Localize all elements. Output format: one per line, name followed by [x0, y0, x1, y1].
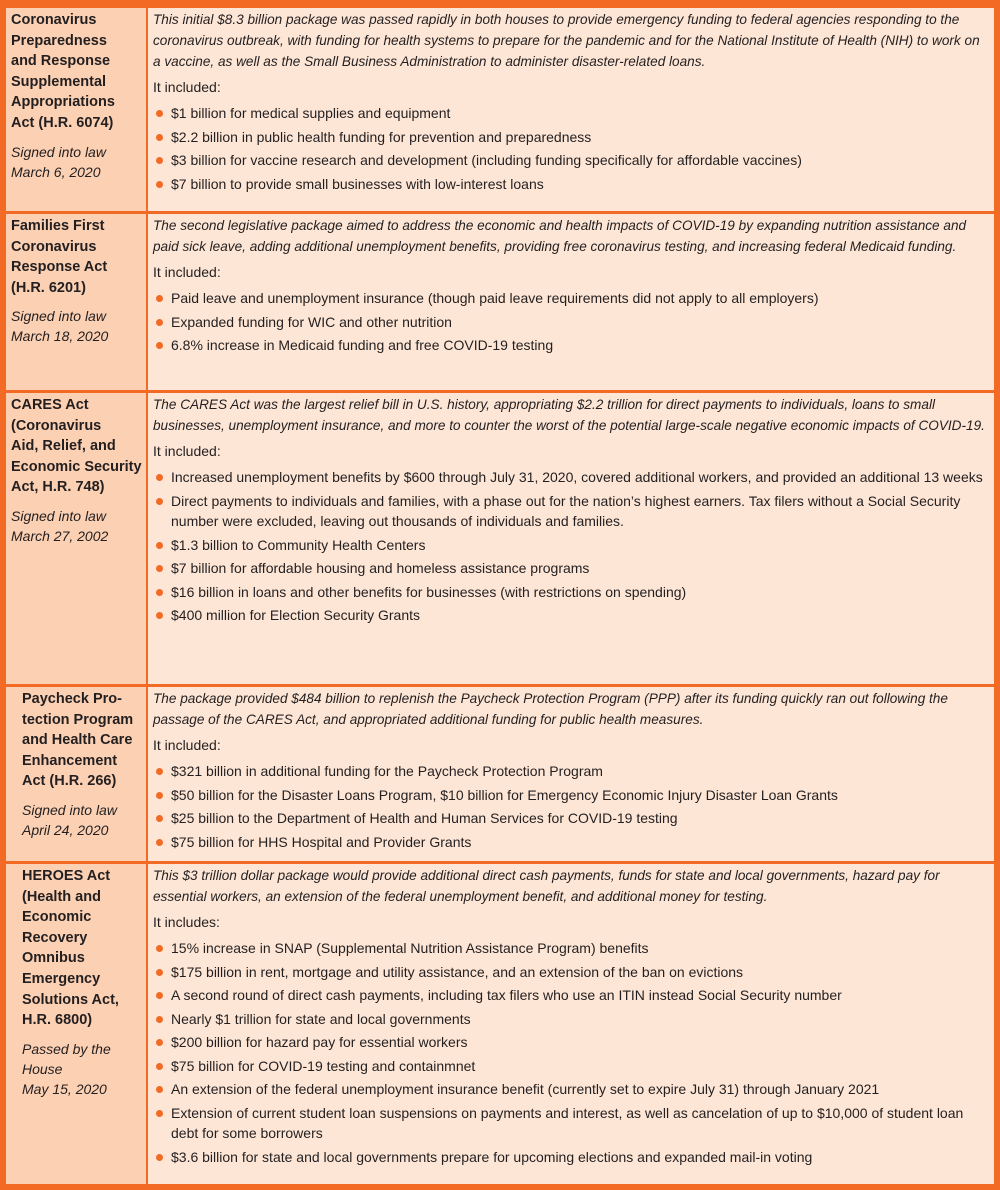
bullet-icon — [156, 319, 163, 326]
bullet-icon — [156, 342, 163, 349]
list-item: $16 billion in loans and other benefits for businesses (with restrictions on spending) — [153, 582, 990, 603]
bullet-icon — [156, 474, 163, 481]
bullet-icon — [156, 768, 163, 775]
bullet-icon — [156, 110, 163, 117]
legislation-table — [6, 8, 994, 1184]
bill-cell — [6, 214, 148, 390]
list-item: $3 billion for vaccine research and development (including funding specifically for affordable vaccines) — [153, 150, 990, 171]
provision-list — [153, 938, 990, 1167]
bill-cell — [6, 864, 148, 1184]
bill-status: Signed into law April 24, 2020 — [22, 801, 117, 838]
bullet-icon — [156, 134, 163, 141]
list-item: $1.3 billion to Community Health Centers — [153, 535, 990, 556]
table-row — [6, 8, 994, 214]
bill-name: Coronavirus Preparedness and Response Supplemental Appropriations Act (H.R. 6074) — [11, 12, 115, 131]
table-row — [6, 393, 994, 687]
bullet-icon — [156, 1086, 163, 1093]
list-item: Nearly $1 trillion for state and local governments — [153, 1009, 990, 1030]
included-label: It includes: — [153, 914, 220, 930]
bill-name: CARES Act (Coronavirus Aid, Relief, and Economic Security Act, H.R. 748) — [11, 397, 142, 496]
bullet-icon — [156, 1063, 163, 1070]
bullet-icon — [156, 157, 163, 164]
summary-cell — [148, 214, 994, 390]
bill-name: Families First Coronavirus Response Act (H.R. 6201) — [11, 218, 108, 296]
bullet-icon — [156, 839, 163, 846]
bullet-icon — [156, 612, 163, 619]
list-item: 6.8% increase in Medicaid funding and free COVID-19 testing — [153, 335, 990, 356]
list-item: 15% increase in SNAP (Supplemental Nutrition Assistance Program) benefits — [153, 938, 990, 959]
summary-cell — [148, 864, 994, 1184]
bill-status: Signed into law March 18, 2020 — [11, 308, 109, 345]
bill-description: The second legislative package aimed to address the economic and health impacts of COVID-19 by expanding nutrition assistance and paid sick leave, adding additional unemployment benefits, providing free coronavirus testing, and increasing federal Medicaid funding. — [153, 218, 967, 254]
list-item: Extension of current student loan suspensions on payments and interest, as well as cancelation of up to $10,000 of student loan debt for some borrowers — [153, 1103, 990, 1144]
list-item: Direct payments to individuals and families, with a phase out for the nation’s highest earners. Tax filers without a Social Security number were excluded, leaving out thousands of individuals and families. — [153, 491, 990, 532]
included-label: It included: — [153, 737, 221, 753]
bill-description: The package provided $484 billion to replenish the Paycheck Protection Program (PPP) after its funding quickly ran out following the passage of the CARES Act, and appropriated additional funding for public health measures. — [153, 691, 948, 727]
list-item: $75 billion for HHS Hospital and Provider Grants — [153, 832, 990, 853]
list-item: $200 billion for hazard pay for essential workers — [153, 1032, 990, 1053]
bullet-icon — [156, 542, 163, 549]
list-item: $175 billion in rent, mortgage and utility assistance, and an extension of the ban on evictions — [153, 962, 990, 983]
bullet-icon — [156, 498, 163, 505]
provision-list — [153, 288, 990, 356]
list-item: A second round of direct cash payments, including tax filers who use an ITIN instead Social Security number — [153, 985, 990, 1006]
bullet-icon — [156, 969, 163, 976]
bill-status: Signed into law March 6, 2020 — [11, 143, 106, 180]
list-item: $321 billion in additional funding for the Paycheck Protection Program — [153, 761, 990, 782]
bullet-icon — [156, 1154, 163, 1161]
list-item: $7 billion to provide small businesses with low-interest loans — [153, 174, 990, 195]
list-item: $2.2 billion in public health funding for prevention and preparedness — [153, 127, 990, 148]
included-label: It included: — [153, 443, 221, 459]
bill-status: Signed into law March 27, 2002 — [11, 507, 109, 544]
summary-cell — [148, 687, 994, 861]
list-item: $7 billion for affordable housing and homeless assistance programs — [153, 558, 990, 579]
provision-list — [153, 103, 990, 194]
bullet-icon — [156, 589, 163, 596]
bill-description: This initial $8.3 billion package was passed rapidly in both houses to provide emergency funding to federal agencies responding to the coronavirus outbreak, with funding for health systems to prepare for the pandemic and for the National Institute of Health (NIH) to work on a vaccine, as well as the Small Business Administration to administer disaster-related loans. — [153, 12, 980, 69]
bullet-icon — [156, 295, 163, 302]
summary-cell — [148, 393, 994, 684]
bullet-icon — [156, 815, 163, 822]
bullet-icon — [156, 565, 163, 572]
bullet-icon — [156, 181, 163, 188]
bullet-icon — [156, 1016, 163, 1023]
list-item: $3.6 billion for state and local governments prepare for upcoming elections and expanded mail-in voting — [153, 1147, 990, 1168]
summary-cell — [148, 8, 994, 211]
list-item: Increased unemployment benefits by $600 through July 31, 2020, covered additional workers, and provided an additional 13 weeks — [153, 467, 990, 488]
list-item: Paid leave and unemployment insurance (though paid leave requirements did not apply to all employers) — [153, 288, 990, 309]
table-row — [6, 864, 994, 1184]
bullet-icon — [156, 945, 163, 952]
included-label: It included: — [153, 264, 221, 280]
bill-cell — [6, 687, 148, 861]
bill-description: This $3 trillion dollar package would provide additional direct cash payments, funds for state and local governments, hazard pay for essential workers, an extension of the federal unemployment benefit, and additional money for testing. — [153, 868, 940, 904]
included-label: It included: — [153, 79, 221, 95]
bill-cell — [6, 8, 148, 211]
bill-description: The CARES Act was the largest relief bill in U.S. history, appropriating $2.2 trillion for direct payments to individuals, loans to small businesses, unemployment insurance, and more to counter the worst of the potential large-scale negative economic impacts of COVID-19. — [153, 397, 985, 433]
list-item: $50 billion for the Disaster Loans Program, $10 billion for Emergency Economic Injury Disaster Loan Grants — [153, 785, 990, 806]
list-item: $400 million for Election Security Grants — [153, 605, 990, 626]
provision-list — [153, 467, 990, 626]
list-item: $1 billion for medical supplies and equipment — [153, 103, 990, 124]
list-item: An extension of the federal unemployment insurance benefit (currently set to expire July 31) through January 2021 — [153, 1079, 990, 1100]
list-item: $25 billion to the Department of Health and Human Services for COVID-19 testing — [153, 808, 990, 829]
bill-name: Paycheck Pro- tection Program and Health Care Enhancement Act (H.R. 266) — [22, 691, 134, 790]
table-row — [6, 214, 994, 393]
bullet-icon — [156, 792, 163, 799]
bill-cell — [6, 393, 148, 684]
bill-status: Passed by the House May 15, 2020 — [22, 1040, 111, 1097]
bullet-icon — [156, 992, 163, 999]
list-item: Expanded funding for WIC and other nutrition — [153, 312, 990, 333]
bullet-icon — [156, 1110, 163, 1117]
provision-list — [153, 761, 990, 852]
table-row — [6, 687, 994, 864]
list-item: $75 billion for COVID-19 testing and containmnet — [153, 1056, 990, 1077]
bill-name: HEROES Act (Health and Economic Recovery Omnibus Emergency Solutions Act, H.R. 6800) — [22, 868, 119, 1029]
bullet-icon — [156, 1039, 163, 1046]
